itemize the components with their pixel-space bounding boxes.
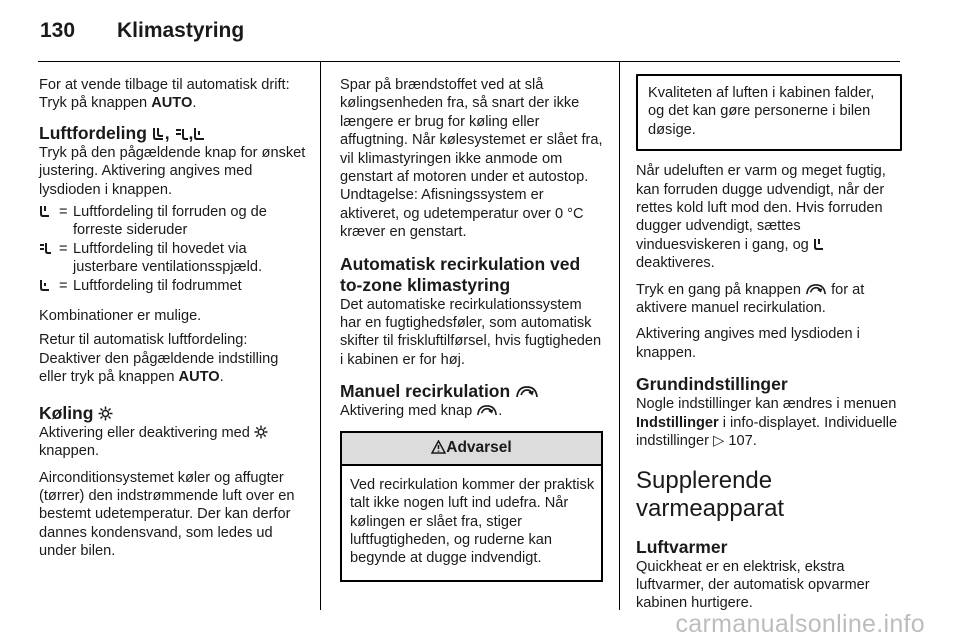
heading-grundindstillinger: Grundindstillinger (636, 374, 788, 395)
heading-luftfordeling: Luftfordeling , , (39, 123, 307, 144)
paragraph-auto-return: For at vende tilbage til automatisk drift: Tryk på knappen AUTO. (39, 77, 290, 112)
heading-auto-recirculation: Automatisk recirkulation ved to-zone klimastyring (340, 253, 581, 295)
column-3 (636, 74, 902, 613)
page-header (40, 19, 244, 49)
column-1 (39, 76, 307, 561)
page-reference-link[interactable]: 107 (728, 433, 753, 450)
footwell-icon (193, 127, 206, 141)
heading-luftvarmer: Luftvarmer (636, 536, 728, 557)
watermark: carmanualsonline.info (675, 610, 925, 638)
page-number: 130 (40, 19, 76, 42)
header-rule (38, 61, 900, 62)
warning-title: Advarsel (446, 438, 512, 456)
windshield-icon (39, 205, 51, 218)
paragraph-grundindstillinger: Nogle indstillinger kan ændres i menuen Indstillinger i info-displayet. Individuelle indstillinger ▷ 107. (636, 396, 898, 450)
recirculation-icon (476, 404, 498, 417)
paragraph-aircon: Airconditionsystemet køler og affugter (tørrer) den indstrømmende luft over en bestemt udetemperatur. Der kan derfor dannes kondensvand, som ledes ud under bilen. (39, 469, 295, 560)
paragraph-tryk: Tryk en gang på knappen for at aktivere manuel recirkulation. (636, 281, 865, 317)
paragraph-retur: Retur til automatisk luftfordeling: Deaktiver den pågældende indstilling eller tryk på knappen AUTO. (39, 332, 279, 386)
list-item: = Luftfordeling til forruden og de forreste sideruder (39, 203, 307, 240)
list-item: = Luftfordeling til hovedet via justerbare ventilationsspjæld. (39, 240, 307, 277)
paragraph-luftfordeling: Tryk på den pågældende knap for ønsket justering. Aktivering angives med lysdioden i knappen. (39, 144, 306, 198)
head-vent-icon (39, 242, 52, 255)
column-2 (340, 76, 603, 582)
heading-koling: Køling (39, 403, 307, 424)
recirculation-icon (805, 283, 827, 296)
note-box (636, 74, 902, 151)
windshield-icon (813, 238, 825, 251)
paragraph-spar: Spar på brændstoffet ved at slå kølingsenheden fra, så snart der ikke længere er brug for køling eller affugtning. Når kølesystemet er slået fra, vil klimastyringen ikke anmode om genstart af motoren under et autostop. Undtagelse: Afisningssystem er aktiveret, og udetemperatur over 0 °C kræver en genstart. (340, 77, 603, 241)
snowflake-icon (254, 425, 268, 439)
heading-manuel-recirculation: Manuel recirkulation (340, 381, 603, 402)
paragraph-koling: Aktivering eller deaktivering med knappen. (39, 424, 307, 461)
column-divider (320, 62, 321, 610)
paragraph-manuel-recirculation: Aktivering med knap . (340, 403, 503, 420)
list-item: = Luftfordeling til fodrummet (39, 277, 307, 295)
page-ref-arrow-icon: ▷ (713, 433, 725, 450)
recirculation-icon (515, 385, 539, 399)
note-text: Kvaliteten af luften i kabinen falder, og det kan gøre personerne i bilen døsige. (648, 85, 875, 138)
paragraph-luftvarmer: Quickheat er en elektrisk, ekstra luftvarmer, der automatisk opvarmer kabinen hurtigere. (636, 558, 870, 612)
footwell-icon (39, 279, 51, 292)
heading-supplerende: Supplerende varmeapparat (636, 466, 785, 522)
air-distribution-list (39, 203, 307, 295)
paragraph-aktivering: Aktivering angives med lysdioden i knappen. (636, 326, 860, 361)
paragraph-kombinationer: Kombinationer er mulige. (39, 308, 202, 325)
paragraph-auto-recirculation: Det automatiske recirkulationssystem har en fugtighedsføler, som automatisk skifter til friskluftilførsel, hvis fugtigheden i kabinen er for høj. (340, 296, 602, 368)
column-divider (619, 62, 620, 610)
chapter-title: Klimastyring (117, 19, 245, 42)
windshield-feet-icon (152, 127, 165, 141)
warning-header (342, 433, 601, 466)
snowflake-icon (98, 406, 113, 421)
paragraph-udeluft: Når udeluften er varm og meget fugtig, kan forruden dugge udvendigt, når der rettes kold luft mod den. Hvis forruden dugger udvendigt, sættes vinduesviskeren i gang, og deaktiveres. (636, 163, 886, 272)
head-vent-icon (175, 127, 189, 141)
warning-text: Ved recirkulation kommer der praktisk talt ikke nogen luft ind udefra. Når kølingen er slået fra, stiger luftfugtigheden, og ruderne kan begynde at dugge indvendigt. (350, 476, 595, 567)
warning-triangle-icon (431, 440, 446, 454)
warning-box (340, 431, 603, 582)
